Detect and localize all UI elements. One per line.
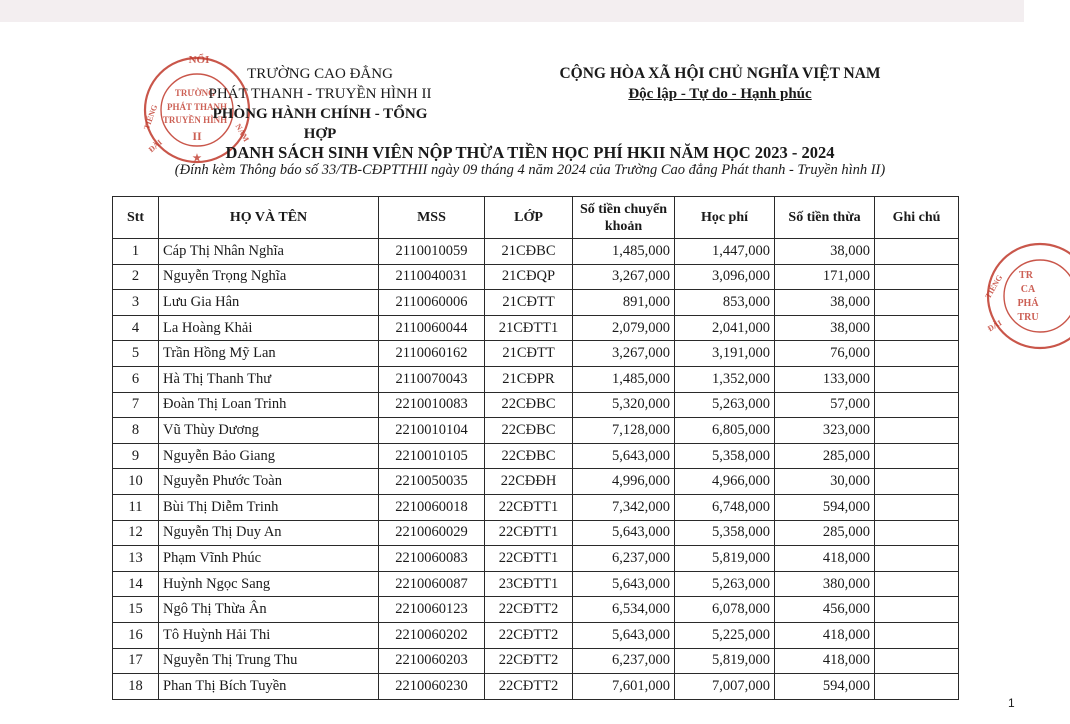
department-name: PHÒNG HÀNH CHÍNH - TỔNG HỢP (212, 106, 428, 142)
col-header-excess: Số tiền thừa (775, 197, 875, 239)
cell-fee: 2,041,000 (675, 315, 775, 341)
cell-lop: 21CĐBC (485, 239, 573, 265)
cell-transfer: 1,485,000 (573, 366, 675, 392)
cell-excess: 418,000 (775, 622, 875, 648)
cell-mss: 2110060044 (379, 315, 485, 341)
cell-excess: 133,000 (775, 366, 875, 392)
cell-stt: 7 (113, 392, 159, 418)
cell-transfer: 3,267,000 (573, 341, 675, 367)
cell-name: Cáp Thị Nhân Nghĩa (159, 239, 379, 265)
table-row (113, 494, 959, 520)
cell-stt: 13 (113, 546, 159, 572)
table-row (113, 622, 959, 648)
svg-text:PHÁT THANH: PHÁT THANH (167, 102, 227, 112)
cell-note (875, 597, 959, 623)
cell-lop: 23CĐTT1 (485, 571, 573, 597)
cell-mss: 2110060006 (379, 290, 485, 316)
school-name-line2: PHÁT THANH - TRUYỀN HÌNH II (208, 86, 432, 102)
cell-lop: 22CĐTT2 (485, 622, 573, 648)
cell-mss: 2210060202 (379, 622, 485, 648)
cell-fee: 5,819,000 (675, 546, 775, 572)
cell-excess: 418,000 (775, 648, 875, 674)
svg-text:TR: TR (1019, 270, 1033, 281)
cell-lop: 21CĐTT1 (485, 315, 573, 341)
cell-transfer: 1,485,000 (573, 239, 675, 265)
table-row (113, 290, 959, 316)
svg-text:★: ★ (192, 153, 202, 164)
cell-lop: 21CĐTT (485, 341, 573, 367)
col-header-transfer-line1: Số tiền chuyển (579, 201, 668, 217)
cell-note (875, 674, 959, 700)
cell-mss: 2210060123 (379, 597, 485, 623)
cell-excess: 594,000 (775, 494, 875, 520)
svg-text:TRU: TRU (1017, 312, 1039, 323)
cell-mss: 2110010059 (379, 239, 485, 265)
cell-lop: 21CĐTT (485, 290, 573, 316)
table-row (113, 239, 959, 265)
cell-name: Phan Thị Bích Tuyền (159, 674, 379, 700)
cell-stt: 12 (113, 520, 159, 546)
cell-stt: 18 (113, 674, 159, 700)
official-seal-right (980, 236, 1070, 356)
svg-text:TRƯỜNG: TRƯỜNG (174, 88, 216, 98)
national-header (540, 64, 900, 104)
cell-lop: 22CĐTT1 (485, 520, 573, 546)
cell-mss: 2210060029 (379, 520, 485, 546)
cell-transfer: 6,237,000 (573, 546, 675, 572)
cell-excess: 285,000 (775, 443, 875, 469)
table-row (113, 315, 959, 341)
col-header-mss: MSS (379, 197, 485, 239)
cell-stt: 11 (113, 494, 159, 520)
cell-transfer: 5,643,000 (573, 443, 675, 469)
cell-lop: 21CĐPR (485, 366, 573, 392)
cell-lop: 22CĐĐH (485, 469, 573, 495)
cell-fee: 7,007,000 (675, 674, 775, 700)
cell-mss: 2210010083 (379, 392, 485, 418)
cell-lop: 22CĐTT2 (485, 597, 573, 623)
cell-name: Huỳnh Ngọc Sang (159, 571, 379, 597)
document-subtitle: (Đính kèm Thông báo số 33/TB-CĐPTTHII ngày 09 tháng 4 năm 2024 của Trường Cao đẳng Phát thanh - Truyền hình II) (174, 162, 886, 178)
cell-transfer: 2,079,000 (573, 315, 675, 341)
cell-stt: 9 (113, 443, 159, 469)
cell-name: Nguyễn Bảo Giang (159, 443, 379, 469)
svg-text:ĐÀI: ĐÀI (146, 137, 164, 155)
cell-note (875, 546, 959, 572)
table-row (113, 546, 959, 572)
school-name-line1: TRƯỜNG CAO ĐẲNG (247, 66, 393, 82)
cell-excess: 57,000 (775, 392, 875, 418)
svg-text:CA: CA (1020, 284, 1036, 295)
cell-fee: 6,805,000 (675, 418, 775, 444)
cell-mss: 2110060162 (379, 341, 485, 367)
table-header-row (113, 197, 959, 239)
table-row (113, 648, 959, 674)
table-row (113, 366, 959, 392)
cell-excess: 171,000 (775, 264, 875, 290)
cell-fee: 5,358,000 (675, 520, 775, 546)
cell-note (875, 418, 959, 444)
cell-mss: 2210050035 (379, 469, 485, 495)
svg-text:PHÁ: PHÁ (1017, 298, 1039, 309)
cell-mss: 2210010105 (379, 443, 485, 469)
cell-fee: 853,000 (675, 290, 775, 316)
cell-fee: 5,358,000 (675, 443, 775, 469)
cell-stt: 5 (113, 341, 159, 367)
cell-note (875, 366, 959, 392)
cell-lop: 22CĐBC (485, 443, 573, 469)
cell-lop: 22CĐTT2 (485, 648, 573, 674)
cell-note (875, 290, 959, 316)
cell-mss: 2110070043 (379, 366, 485, 392)
svg-text:TIẾNG: TIẾNG (142, 103, 160, 131)
cell-excess: 38,000 (775, 315, 875, 341)
cell-excess: 285,000 (775, 520, 875, 546)
cell-mss: 2210060230 (379, 674, 485, 700)
school-header (205, 64, 435, 144)
cell-name: Lưu Gia Hân (159, 290, 379, 316)
cell-name: Nguyễn Trọng Nghĩa (159, 264, 379, 290)
table-row (113, 597, 959, 623)
svg-text:TIẾNG: TIẾNG (983, 273, 1005, 301)
svg-text:II: II (192, 129, 202, 143)
cell-stt: 6 (113, 366, 159, 392)
cell-transfer: 5,643,000 (573, 571, 675, 597)
cell-transfer: 5,643,000 (573, 622, 675, 648)
cell-note (875, 520, 959, 546)
cell-name: La Hoàng Khải (159, 315, 379, 341)
cell-lop: 22CĐTT1 (485, 494, 573, 520)
cell-mss: 2210010104 (379, 418, 485, 444)
col-header-fee: Học phí (675, 197, 775, 239)
cell-stt: 4 (113, 315, 159, 341)
cell-note (875, 341, 959, 367)
cell-lop: 22CĐBC (485, 418, 573, 444)
cell-stt: 14 (113, 571, 159, 597)
cell-fee: 4,966,000 (675, 469, 775, 495)
cell-excess: 594,000 (775, 674, 875, 700)
cell-name: Trần Hồng Mỹ Lan (159, 341, 379, 367)
cell-excess: 38,000 (775, 239, 875, 265)
cell-excess: 76,000 (775, 341, 875, 367)
cell-note (875, 494, 959, 520)
cell-transfer: 3,267,000 (573, 264, 675, 290)
table-row (113, 469, 959, 495)
cell-note (875, 443, 959, 469)
cell-note (875, 315, 959, 341)
cell-excess: 418,000 (775, 546, 875, 572)
cell-lop: 22CĐTT1 (485, 546, 573, 572)
cell-name: Nguyễn Thị Duy An (159, 520, 379, 546)
table-row (113, 264, 959, 290)
cell-fee: 1,447,000 (675, 239, 775, 265)
cell-name: Hà Thị Thanh Thư (159, 366, 379, 392)
cell-fee: 6,078,000 (675, 597, 775, 623)
cell-stt: 3 (113, 290, 159, 316)
cell-lop: 21CĐQP (485, 264, 573, 290)
col-header-stt: Stt (113, 197, 159, 239)
cell-note (875, 622, 959, 648)
table-row (113, 520, 959, 546)
cell-name: Tô Huỳnh Hải Thi (159, 622, 379, 648)
cell-stt: 16 (113, 622, 159, 648)
cell-excess: 323,000 (775, 418, 875, 444)
page-number: 1 (1008, 696, 1015, 710)
col-header-transfer-line2: khoản (604, 218, 643, 234)
cell-fee: 5,263,000 (675, 392, 775, 418)
cell-transfer: 5,320,000 (573, 392, 675, 418)
cell-transfer: 7,128,000 (573, 418, 675, 444)
col-header-note: Ghi chú (875, 197, 959, 239)
cell-transfer: 7,601,000 (573, 674, 675, 700)
cell-excess: 380,000 (775, 571, 875, 597)
cell-excess: 30,000 (775, 469, 875, 495)
cell-lop: 22CĐBC (485, 392, 573, 418)
student-table (112, 196, 959, 700)
col-header-transfer (573, 197, 675, 239)
cell-note (875, 571, 959, 597)
col-header-lop: LỚP (485, 197, 573, 239)
national-motto: Độc lập - Tự do - Hạnh phúc (628, 86, 812, 102)
cell-stt: 2 (113, 264, 159, 290)
cell-name: Vũ Thùy Dương (159, 418, 379, 444)
table-row (113, 341, 959, 367)
cell-fee: 5,263,000 (675, 571, 775, 597)
svg-text:ĐÀI: ĐÀI (986, 318, 1004, 334)
cell-lop: 22CĐTT2 (485, 674, 573, 700)
table-row (113, 443, 959, 469)
table-row (113, 571, 959, 597)
cell-name: Nguyễn Phước Toàn (159, 469, 379, 495)
cell-transfer: 6,237,000 (573, 648, 675, 674)
cell-excess: 456,000 (775, 597, 875, 623)
cell-note (875, 264, 959, 290)
cell-transfer: 4,996,000 (573, 469, 675, 495)
cell-transfer: 891,000 (573, 290, 675, 316)
table-row (113, 674, 959, 700)
cell-mss: 2210060087 (379, 571, 485, 597)
cell-note (875, 239, 959, 265)
cell-stt: 17 (113, 648, 159, 674)
cell-stt: 10 (113, 469, 159, 495)
cell-name: Bùi Thị Diễm Trinh (159, 494, 379, 520)
table-row (113, 418, 959, 444)
cell-stt: 15 (113, 597, 159, 623)
cell-name: Đoàn Thị Loan Trinh (159, 392, 379, 418)
scan-top-bar (0, 0, 1024, 22)
document-title: DANH SÁCH SINH VIÊN NỘP THỪA TIỀN HỌC PHÍ HKII NĂM HỌC 2023 - 2024 (225, 143, 835, 162)
svg-text:NAM: NAM (233, 122, 251, 144)
table-row (113, 392, 959, 418)
cell-fee: 1,352,000 (675, 366, 775, 392)
cell-stt: 1 (113, 239, 159, 265)
col-header-name: HỌ VÀ TÊN (159, 197, 379, 239)
cell-mss: 2110040031 (379, 264, 485, 290)
cell-note (875, 392, 959, 418)
cell-excess: 38,000 (775, 290, 875, 316)
cell-fee: 3,191,000 (675, 341, 775, 367)
cell-mss: 2210060083 (379, 546, 485, 572)
cell-mss: 2210060203 (379, 648, 485, 674)
cell-fee: 5,225,000 (675, 622, 775, 648)
cell-fee: 6,748,000 (675, 494, 775, 520)
cell-transfer: 5,643,000 (573, 520, 675, 546)
cell-stt: 8 (113, 418, 159, 444)
svg-text:NỔI: NỔI (188, 54, 210, 66)
svg-text:TRUYỀN HÌNH: TRUYỀN HÌNH (162, 115, 228, 125)
cell-name: Phạm Vĩnh Phúc (159, 546, 379, 572)
cell-note (875, 648, 959, 674)
cell-name: Nguyễn Thị Trung Thu (159, 648, 379, 674)
table-body (113, 239, 959, 700)
cell-mss: 2210060018 (379, 494, 485, 520)
cell-note (875, 469, 959, 495)
cell-fee: 5,819,000 (675, 648, 775, 674)
cell-fee: 3,096,000 (675, 264, 775, 290)
nation-name: CỘNG HÒA XÃ HỘI CHỦ NGHĨA VIỆT NAM (559, 65, 881, 82)
cell-transfer: 7,342,000 (573, 494, 675, 520)
cell-transfer: 6,534,000 (573, 597, 675, 623)
cell-name: Ngô Thị Thừa Ân (159, 597, 379, 623)
